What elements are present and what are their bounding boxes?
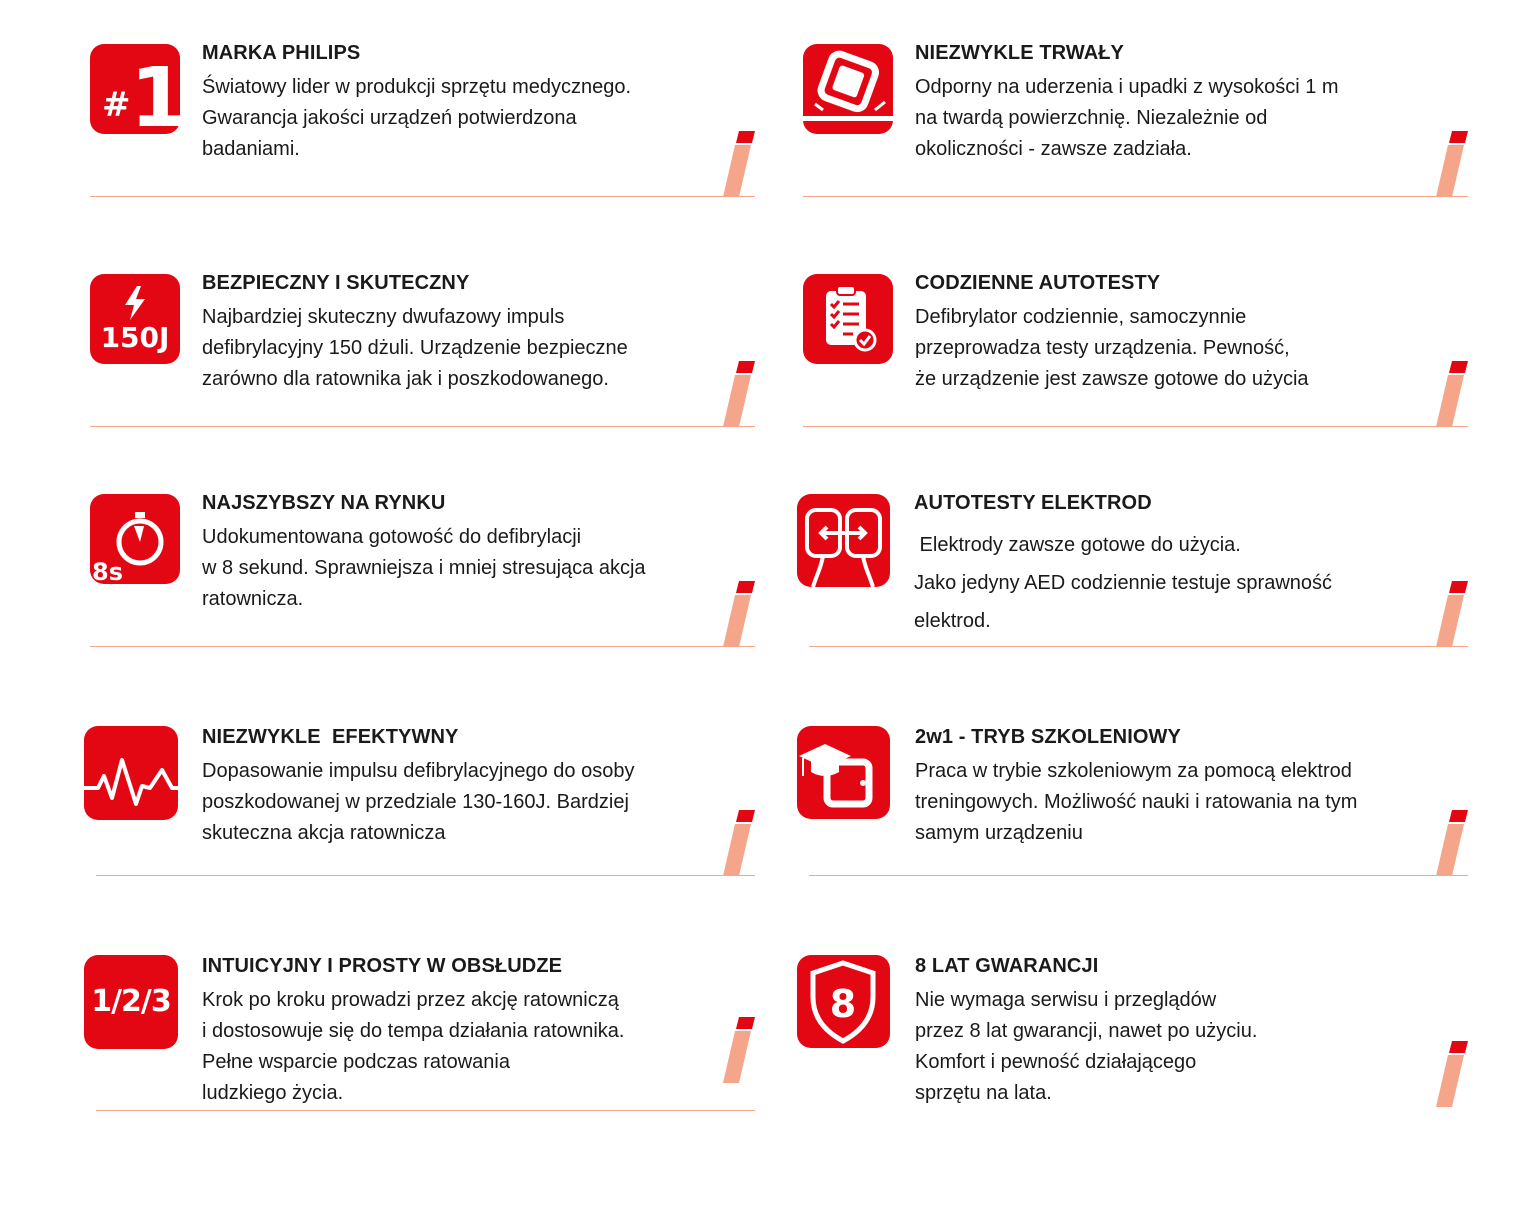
feature-description bbox=[202, 756, 634, 849]
description-line: badaniami. bbox=[202, 138, 300, 160]
feature-description bbox=[202, 985, 624, 1109]
icon-label: 8 bbox=[829, 982, 857, 1026]
feature-title: NAJSZYBSZY NA RYNKU bbox=[202, 492, 446, 514]
description-line: treningowych. Możliwość nauki i ratowania na tym bbox=[915, 791, 1358, 813]
shield-8-icon bbox=[797, 955, 890, 1048]
feature-autotesty-elektrod bbox=[797, 492, 1468, 659]
slash-decoration bbox=[1428, 581, 1468, 647]
description-line: sprzętu na lata. bbox=[915, 1082, 1052, 1104]
description-line: Jako jedyny AED codziennie testuje sprawność bbox=[914, 572, 1333, 594]
durable-device-icon bbox=[803, 44, 893, 134]
divider-line bbox=[809, 875, 1468, 876]
divider-line bbox=[96, 875, 755, 876]
description-line: ratownicza. bbox=[202, 588, 304, 610]
feature-title: NIEZWYKLE TRWAŁY bbox=[915, 42, 1125, 64]
feature-codzienne-autotesty bbox=[803, 272, 1468, 439]
description-line: okoliczności - zawsze zadziała. bbox=[915, 138, 1192, 160]
feature-8-lat-gwarancji bbox=[797, 955, 1468, 1153]
icon-label: 150J bbox=[100, 321, 170, 354]
feature-description bbox=[915, 756, 1357, 849]
feature-description bbox=[915, 72, 1339, 165]
feature-title: NIEZWYKLE EFEKTYWNY bbox=[202, 726, 459, 748]
description-line: Światowy lider w produkcji sprzętu medycznego. bbox=[202, 76, 632, 98]
number-one-icon bbox=[90, 44, 188, 146]
description-line: Nie wymaga serwisu i przeglądów bbox=[915, 989, 1217, 1011]
description-line: skuteczna akcja ratownicza bbox=[202, 822, 446, 844]
heartbeat-icon bbox=[84, 726, 178, 820]
lightning-icon bbox=[122, 286, 148, 320]
feature-title: CODZIENNE AUTOTESTY bbox=[915, 272, 1161, 294]
feature-description bbox=[202, 72, 631, 165]
slash-decoration bbox=[715, 131, 755, 197]
description-line: ludzkiego życia. bbox=[202, 1082, 344, 1104]
feature-title: 8 LAT GWARANCJI bbox=[915, 955, 1099, 977]
description-line: samym urządzeniu bbox=[915, 822, 1083, 844]
feature-title: MARKA PHILIPS bbox=[202, 42, 361, 64]
description-line: że urządzenie jest zawsze gotowe do użycia bbox=[915, 368, 1309, 390]
steps-icon bbox=[84, 955, 178, 1049]
slash-decoration bbox=[715, 581, 755, 647]
description-line: Krok po kroku prowadzi przez akcję ratowniczą bbox=[202, 989, 619, 1011]
description-line: Najbardziej skuteczny dwufazowy impuls bbox=[202, 306, 565, 328]
divider-line bbox=[90, 196, 755, 197]
svg-text:#: # bbox=[102, 85, 131, 125]
checklist-clipboard-icon bbox=[803, 274, 893, 364]
feature-najszybszy-na-rynku bbox=[90, 492, 755, 659]
feature-marka-philips bbox=[90, 42, 755, 209]
description-line: Udokumentowana gotowość do defibrylacji bbox=[202, 526, 582, 548]
feature-description bbox=[914, 526, 1332, 640]
description-line: w 8 sekund. Sprawniejsza i mniej stresująca akcja bbox=[202, 557, 646, 579]
description-line: Elektrody zawsze gotowe do użycia. bbox=[914, 534, 1241, 556]
divider-line bbox=[803, 426, 1468, 427]
description-line: na twardą powierzchnię. Niezależnie od bbox=[915, 107, 1268, 129]
slash-decoration bbox=[1428, 361, 1468, 427]
feature-intuicyjny bbox=[84, 955, 755, 1153]
slash-decoration bbox=[1428, 1041, 1468, 1107]
slash-decoration bbox=[715, 1017, 755, 1083]
description-line: Defibrylator codziennie, samoczynnie bbox=[915, 306, 1247, 328]
feature-bezpieczny-i-skuteczny bbox=[90, 272, 755, 439]
description-line: Praca w trybie szkoleniowym za pomocą elektrod bbox=[915, 760, 1352, 782]
lightning-150j-icon bbox=[90, 274, 180, 364]
feature-description bbox=[915, 985, 1257, 1109]
description-line: elektrod. bbox=[914, 610, 991, 632]
description-line: i dostosowuje się do tempa działania ratownika. bbox=[202, 1020, 625, 1042]
description-line: Odporny na uderzenia i upadki z wysokości 1 m bbox=[915, 76, 1339, 98]
description-line: poszkodowanej w przedziale 130-160J. Bardziej bbox=[202, 791, 629, 813]
slash-decoration bbox=[1428, 131, 1468, 197]
feature-title: BEZPIECZNY I SKUTECZNY bbox=[202, 272, 470, 294]
description-line: Gwarancja jakości urządzeń potwierdzona bbox=[202, 107, 577, 129]
divider-line bbox=[96, 1110, 755, 1111]
divider-line bbox=[90, 426, 755, 427]
description-line: Pełne wsparcie podczas ratowania bbox=[202, 1051, 510, 1073]
description-line: Dopasowanie impulsu defibrylacyjnego do osoby bbox=[202, 760, 635, 782]
slash-decoration bbox=[715, 361, 755, 427]
feature-niezwykle-efektywny bbox=[84, 726, 755, 888]
divider-line bbox=[809, 646, 1468, 647]
description-line: Komfort i pewność działającego bbox=[915, 1051, 1197, 1073]
description-line: defibrylacyjny 150 dżuli. Urządzenie bezpieczne bbox=[202, 337, 628, 359]
svg-text:1: 1 bbox=[130, 51, 188, 146]
description-line: przeprowadza testy urządzenia. Pewność, bbox=[915, 337, 1290, 359]
feature-title: AUTOTESTY ELEKTROD bbox=[914, 492, 1152, 514]
slash-decoration bbox=[1428, 810, 1468, 876]
description-line: przez 8 lat gwarancji, nawet po użyciu. bbox=[915, 1020, 1258, 1042]
graduation-cap-icon bbox=[797, 726, 890, 819]
feature-niezwykle-trwaly bbox=[803, 42, 1468, 209]
slash-decoration bbox=[715, 810, 755, 876]
icon-label: 1/2/3 bbox=[91, 984, 171, 1019]
feature-description bbox=[915, 302, 1309, 395]
electrodes-icon bbox=[797, 494, 890, 587]
feature-description bbox=[202, 302, 628, 395]
stopwatch-icon bbox=[90, 494, 180, 584]
icon-label: 8s bbox=[92, 558, 123, 586]
divider-line bbox=[803, 196, 1468, 197]
feature-title: INTUICYJNY I PROSTY W OBSŁUDZE bbox=[202, 955, 563, 977]
divider-line bbox=[90, 646, 755, 647]
feature-title: 2w1 - TRYB SZKOLENIOWY bbox=[915, 726, 1181, 748]
feature-tryb-szkoleniowy bbox=[797, 726, 1468, 888]
feature-description bbox=[202, 522, 646, 615]
description-line: zarówno dla ratownika jak i poszkodowanego. bbox=[202, 368, 609, 390]
